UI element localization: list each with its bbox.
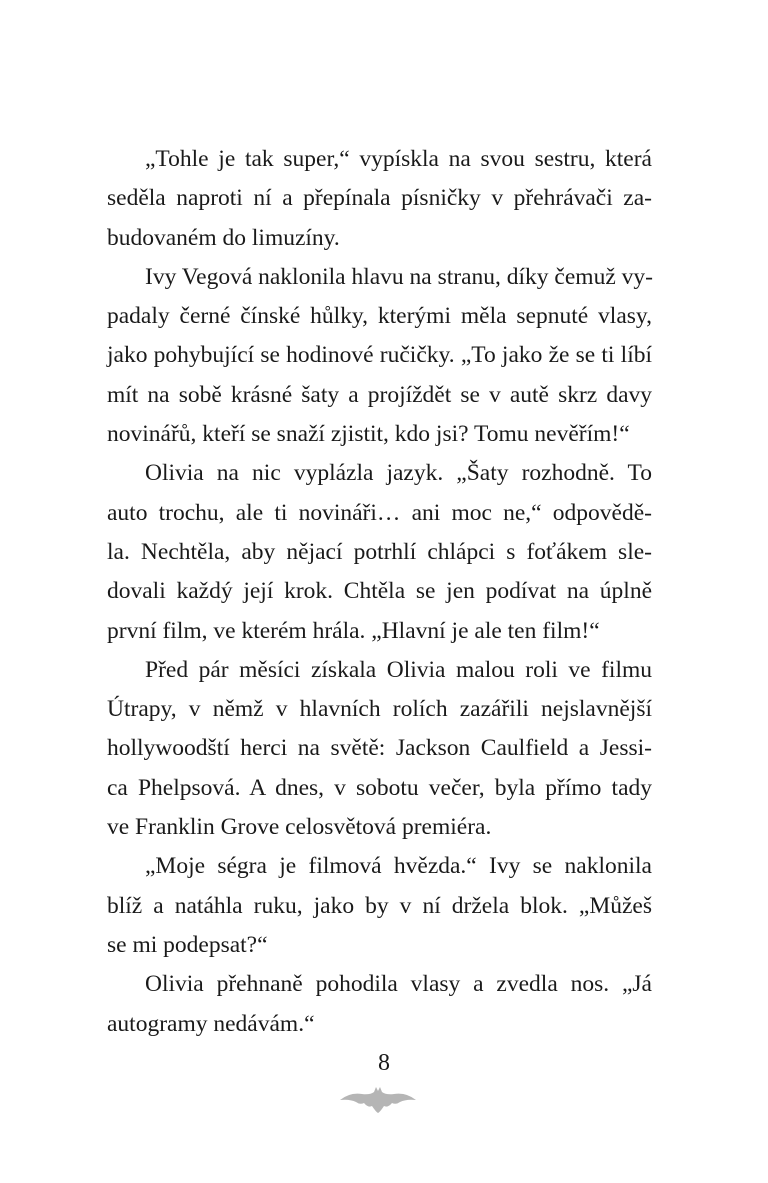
text-line: „Tohle je tak super,“ vypískla na svou sestru, která xyxy=(145,146,652,172)
text-line: ca Phelpsová. A dnes, v sobotu večer, byla přímo tady xyxy=(107,774,652,801)
text-line: „Moje ségra je filmová hvězda.“ Ivy se naklonila xyxy=(145,853,652,880)
text-line: autogramy nedávám.“ xyxy=(107,1010,315,1037)
text-line: mít na sobě krásné šaty a projíždět se v autě skrz davy xyxy=(107,381,652,408)
text-line: novinářů, kteří se snaží zjistit, kdo jsi? Tomu nevěřím!“ xyxy=(107,421,630,448)
text-line: padaly černé čínské hůlky, kterými měla sepnuté vlasy, xyxy=(107,303,652,330)
text-line: Před pár měsíci získala Olivia malou roli ve filmu xyxy=(145,656,652,683)
text-line: dovali každý její krok. Chtěla se jen podívat na úplně xyxy=(107,578,652,605)
body-text xyxy=(107,140,652,1044)
page-number: 8 xyxy=(378,1050,390,1076)
text-line: auto trochu, ale ti novináři… ani moc ne,“ odpovědě- xyxy=(107,499,652,526)
text-line: Olivia na nic vyplázla jazyk. „Šaty rozhodně. To xyxy=(145,460,652,487)
text-line: Ivy Vegová naklonila hlavu na stranu, díky čemuž vy- xyxy=(145,263,653,290)
text-line: blíž a natáhla ruku, jako by v ní držela blok. „Můžeš xyxy=(107,892,652,919)
text-line: první film, ve kterém hrála. „Hlavní je ale ten film!“ xyxy=(107,617,600,644)
text-line: se mi podepsat?“ xyxy=(107,931,268,958)
text-line: seděla naproti ní a přepínala písničky v přehrávači za- xyxy=(107,185,652,212)
bat-icon xyxy=(340,1086,416,1114)
text-line: Olivia přehnaně pohodila vlasy a zvedla nos. „Já xyxy=(145,971,652,998)
text-line: budovaném do limuzíny. xyxy=(107,224,340,251)
text-line: la. Nechtěla, aby nějací potrhlí chlápci s foťákem sle- xyxy=(107,538,652,565)
text-line: hollywoodští herci na světě: Jackson Caulfield a Jessi- xyxy=(107,735,652,762)
text-line: jako pohybující se hodinové ručičky. „To jako že se ti líbí xyxy=(107,342,652,369)
text-line: ve Franklin Grove celosvětová premiéra. xyxy=(107,814,492,841)
text-line: Útrapy, v němž v hlavních rolích zazářili nejslavnější xyxy=(107,696,652,723)
